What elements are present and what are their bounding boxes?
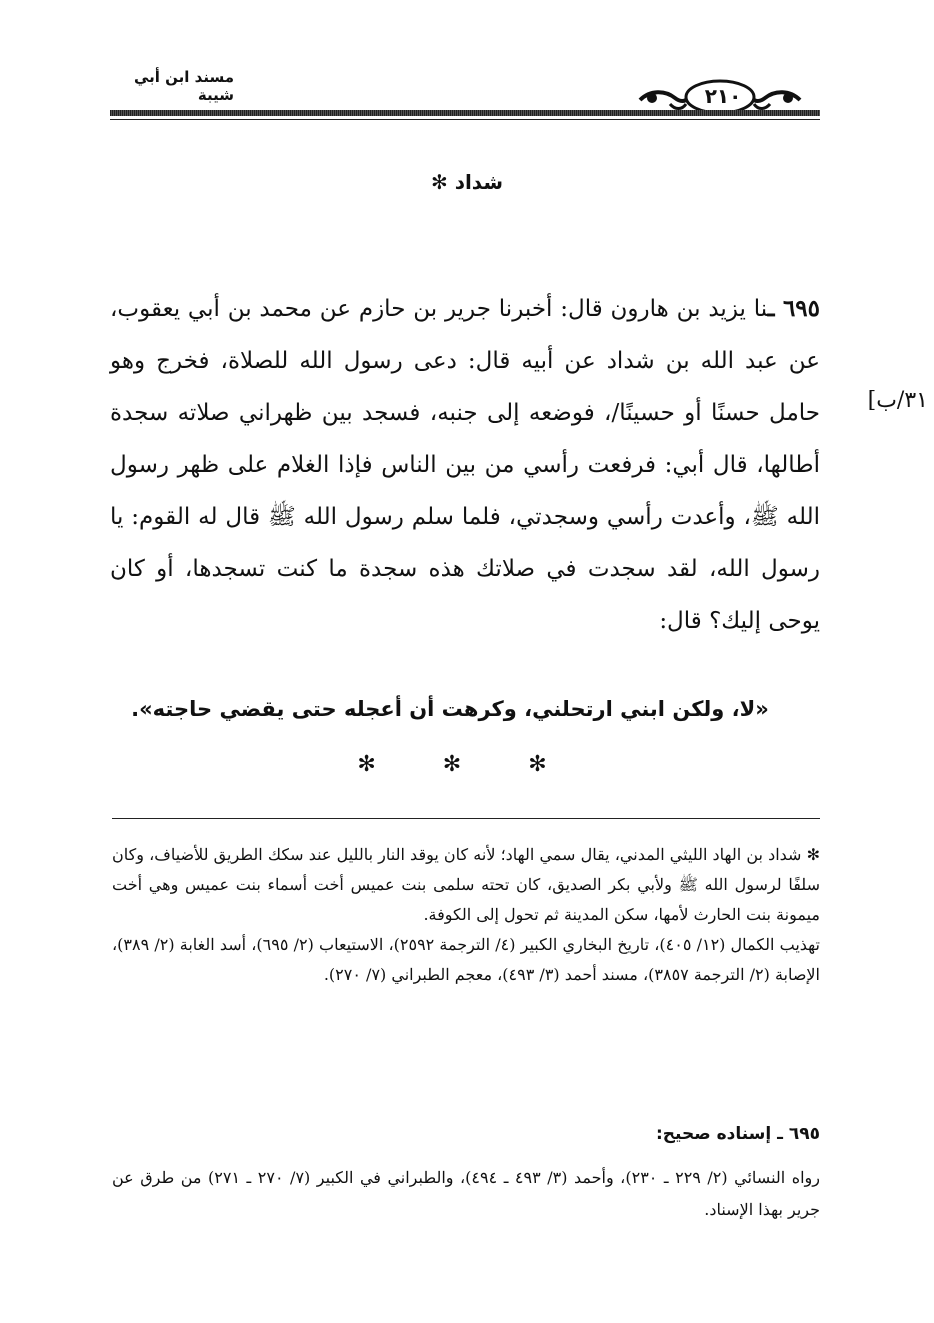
- takhrij-text: رواه النسائي (٢/ ٢٢٩ ـ ٢٣٠)، وأحمد (٣/ ٤٩٣ ـ ٤٩٤)، والطبراني في الكبير (٧/ ٢٧٠ ـ ٢٧١) من طرق عن جرير بهذا الإسناد.: [112, 1168, 821, 1219]
- header-rule: [110, 110, 820, 122]
- footnote-sources: تهذيب الكمال (١٢/ ٤٠٥)، تاريخ البخاري الكبير (٤/ الترجمة ٢٥٩٢)، الاستيعاب (٢/ ٦٩٥)، أسد الغابة (٢/ ٣٨٩)، الإصابة (٢/ الترجمة ٣٨٥٧)، مسند أحمد (٣/ ٤٩٣)، معجم الطبراني (٧/ ٢٧٠).: [112, 935, 821, 984]
- footnote-rule: [112, 818, 820, 819]
- takhrij-title: ٦٩٥ ـ إسناده صحيح:: [655, 1124, 820, 1144]
- hadith-number: ٦٩٥ ـ: [767, 295, 821, 322]
- running-title: مسند ابن أبي شيبة: [133, 68, 234, 104]
- section-title: شداد ✻: [430, 170, 504, 194]
- margin-manuscript-ref: ٣١/ب]: [867, 388, 928, 413]
- footnote-biography: ✻ شداد بن الهاد الليثي المدني، يقال سمي الهاد؛ لأنه كان يوقد النار بالليل عند سكك الطريق للأضياف، وكان سلفًا لرسول الله ﷺ ولأبي بكر الصديق، كان تحته سلمى بنت عميس أخت أسماء بنت عميس وهي أخت ميمونة بنت الحارث لأمها، سكن المدينة ثم تحول إلى الكوفة.: [112, 845, 820, 924]
- hadith-answer: «لا، ولكن ابني ارتحلني، وكرهت أن أعجله حتى يقضي حاجته».: [131, 697, 769, 721]
- hadith-paragraph: [110, 283, 820, 647]
- section-separator: ✻ ✻ ✻: [357, 752, 577, 777]
- footnote-block: [112, 840, 820, 990]
- hadith-text: نا يزيد بن هارون قال: أخبرنا جرير بن حازم عن محمد بن أبي يعقوب، عن عبد الله بن شداد عن أبيه قال: دعى رسول الله للصلاة، فخرج وهو حامل حسنًا أو حسينًا/، فوضعه إلى جنبه، فسجد بين ظهراني صلاته سجدة أطالها، قال أبي: فرفعت رأسي من بين الناس فإذا الغلام على ظهر رسول الله ﷺ، وأعدت رأسي وسجدتي، فلما سلم رسول الله ﷺ قال له القوم: يا رسول الله، لقد سجدت في صلاتك هذه سجدة ما كنت تسجدها، أو كان يوحى إليك؟ قال:: [110, 296, 820, 634]
- page-number: ٢١٠: [704, 84, 742, 108]
